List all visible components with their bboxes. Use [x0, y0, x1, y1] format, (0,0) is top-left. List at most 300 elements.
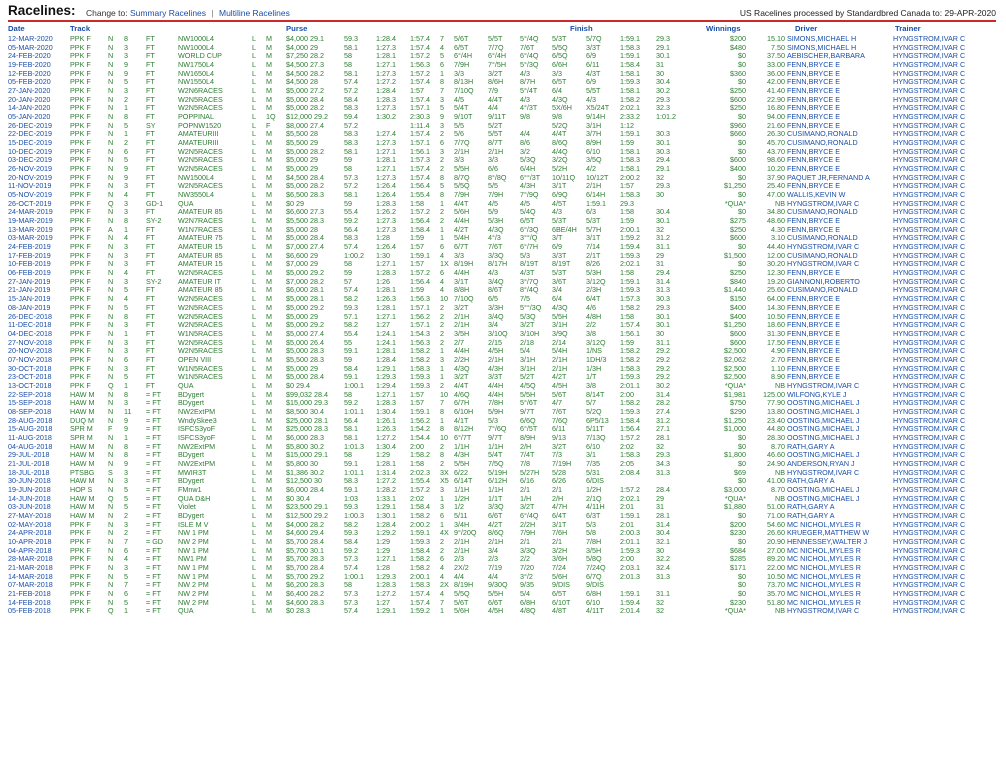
cell-driver[interactable]: HYNGSTROM,IVAR C [787, 259, 860, 269]
cell-driver[interactable]: OOSTING,MICHAEL J [787, 432, 860, 442]
cell-driver[interactable]: OOSTING,MICHAEL J [787, 415, 860, 425]
cell-winnings: $2,500 [724, 363, 746, 373]
cell-trainer[interactable]: HYNGSTROM,IVAR C [893, 589, 966, 598]
cell-trainer[interactable]: HYNGSTROM,IVAR C [893, 60, 966, 70]
cell-driver[interactable]: HYNGSTROM,IVAR C [787, 242, 860, 252]
cell-date[interactable]: 13-OCT-2018 [8, 380, 52, 390]
cell-date[interactable]: 19-JUN-2018 [8, 484, 51, 494]
cell-call-1: 6°/7T [454, 432, 472, 442]
cell-date[interactable]: 27-NOV-2018 [8, 337, 52, 347]
cell-date[interactable]: 10-APR-2018 [8, 536, 52, 546]
cell-date[interactable]: 19-MAR-2019 [8, 216, 53, 226]
cell-date[interactable]: 26-DEC-2018 [8, 311, 52, 321]
cell-distance: M [266, 372, 272, 382]
cell-date[interactable]: 26-OCT-2019 [8, 198, 52, 208]
cell-trainer[interactable]: HYNGSTROM,IVAR C [893, 34, 966, 43]
cell-trainer[interactable]: HYNGSTROM,IVAR C [893, 77, 966, 87]
cell-trainer[interactable]: HYNGSTROM,IVAR C [893, 86, 966, 96]
cell-trainer[interactable]: HYNGSTROM,IVAR C [893, 112, 966, 122]
cell-finish: 10/12T [586, 172, 609, 182]
cell-driver[interactable]: WALLIS,KEVIN W [787, 190, 846, 200]
cell-trainer[interactable]: HYNGSTROM,IVAR C [893, 484, 966, 494]
cell-lasix: L [252, 372, 256, 382]
cell-date[interactable]: 03-JUN-2018 [8, 502, 51, 512]
cell-date[interactable]: 12-MAR-2020 [8, 34, 53, 43]
cell-driver[interactable]: HYNGSTROM,IVAR C [787, 467, 860, 477]
cell-trainer[interactable]: HYNGSTROM,IVAR C [893, 68, 966, 78]
cell-class: NW1500L4 [178, 172, 214, 182]
cell-driver[interactable]: MC NICHOL,MYLES R [787, 554, 861, 564]
cell-driver[interactable]: MC NICHOL,MYLES R [787, 519, 861, 529]
cell-call-2: 3/4Q [488, 276, 504, 286]
cell-call-1: 6/10H [454, 406, 474, 416]
cell-driver[interactable]: PAQUET JR,FERNAND A [787, 172, 870, 182]
cell-driver[interactable]: FENN,BRYCE E [787, 372, 840, 382]
cell-driver[interactable]: FENN,BRYCE E [787, 112, 840, 122]
cell-driver[interactable]: OOSTING,MICHAEL J [787, 493, 860, 503]
cell-finish: 1/T [586, 372, 597, 382]
cell-class: POPNW1520 [178, 120, 222, 130]
cell-driver[interactable]: RATH,GARY A [787, 502, 835, 512]
cell-driver[interactable]: FENN,BRYCE E [787, 311, 840, 321]
cell-date[interactable]: 27-MAY-2018 [8, 510, 52, 520]
cell-date[interactable]: 13-MAR-2019 [8, 224, 53, 234]
cell-date[interactable]: 24-FEB-2020 [8, 51, 51, 61]
cell-date[interactable]: 24-FEB-2019 [8, 242, 51, 252]
cell-date[interactable]: 30-JUN-2018 [8, 476, 51, 486]
cell-call-3: 7/6T [520, 42, 535, 52]
cell-driver[interactable]: RATH,GARY A [787, 441, 835, 451]
cell-race-no: 3 [124, 346, 128, 356]
cell-trainer[interactable]: HYNGSTROM,IVAR C [893, 155, 966, 165]
cell-date[interactable]: 11-NOV-2019 [8, 181, 52, 191]
cell-last-quarter: 30.3 [656, 294, 670, 304]
cell-date[interactable]: 20-NOV-2019 [8, 172, 52, 182]
cell-driver[interactable]: MC NICHOL,MYLES R [787, 571, 861, 581]
cell-lasix: L [252, 424, 256, 434]
cell-date[interactable]: 05-FEB-2018 [8, 606, 51, 616]
cell-date[interactable]: 08-SEP-2018 [8, 406, 52, 416]
cell-driver[interactable]: FENN,BRYCE E [787, 77, 840, 87]
page-title: Racelines: [8, 3, 76, 18]
cell-distance: M [266, 207, 272, 217]
cell-call-3: 5/27H [520, 467, 540, 477]
cell-purse-first-quarter: $5,000 29 [286, 363, 318, 373]
cell-trainer[interactable]: HYNGSTROM,IVAR C [893, 536, 966, 546]
cell-call-4: 6/4T [552, 510, 567, 520]
cell-driver[interactable]: FENN,BRYCE E [787, 216, 840, 226]
cell-class: W1N5RACES [178, 328, 223, 338]
cell-date[interactable]: 19-FEB-2020 [8, 60, 51, 70]
cell-date[interactable]: 12-FEB-2020 [8, 68, 51, 78]
cell-driver[interactable]: FENN,BRYCE E [787, 103, 840, 113]
cell-call-3: 6°°/3T [520, 172, 541, 182]
cell-driver[interactable]: FENN,BRYCE E [787, 86, 840, 96]
cell-trainer[interactable]: HYNGSTROM,IVAR C [893, 372, 966, 382]
cell-odds: 22.00 [767, 562, 785, 572]
cell-trainer[interactable]: HYNGSTROM,IVAR C [893, 181, 966, 191]
cell-date[interactable]: 21-JAN-2019 [8, 285, 51, 295]
cell-date[interactable]: 26-NOV-2019 [8, 164, 52, 174]
cell-call-1: 3/3 [454, 250, 464, 260]
cell-race-type: N [108, 450, 114, 460]
cell-driver[interactable]: MC NICHOL,MYLES R [787, 589, 861, 598]
cell-trainer[interactable]: HYNGSTROM,IVAR C [893, 519, 966, 529]
cell-date[interactable]: 05-FEB-2020 [8, 77, 51, 87]
cell-winnings: $1,440 [724, 285, 746, 295]
col-finish-header: Finish [570, 24, 593, 33]
cell-date[interactable]: 24-APR-2018 [8, 528, 52, 538]
cell-race-no: 6 [124, 146, 128, 156]
cell-call-3: 2/1 [520, 484, 530, 494]
cell-condition: FT [146, 363, 155, 373]
cell-call-1: 2/3 [454, 554, 464, 564]
cell-trainer[interactable]: HYNGSTROM,IVAR C [893, 120, 966, 130]
cell-trainer[interactable]: HYNGSTROM,IVAR C [893, 597, 966, 607]
cell-last-quarter: 29.2 [656, 372, 670, 382]
cell-trainer[interactable]: HYNGSTROM,IVAR C [893, 224, 966, 234]
cell-finish: 6/DIS [586, 476, 604, 486]
cell-trainer[interactable]: HYNGSTROM,IVAR C [893, 294, 966, 304]
cell-driver[interactable]: FENN,BRYCE E [787, 181, 840, 191]
cell-date[interactable]: 26-DEC-2019 [8, 120, 52, 130]
cell-trainer[interactable]: HYNGSTROM,IVAR C [893, 242, 966, 252]
cell-trainer[interactable]: HYNGSTROM,IVAR C [893, 606, 966, 616]
cell-date[interactable]: 07-MAR-2018 [8, 580, 53, 590]
cell-date[interactable]: 11-DEC-2018 [8, 320, 52, 330]
cell-trainer[interactable]: HYNGSTROM,IVAR C [893, 320, 966, 330]
cell-time: 29.3 [620, 198, 634, 208]
cell-driver[interactable]: WILFONG,KYLE J [787, 389, 847, 399]
cell-driver[interactable]: FENN,BRYCE E [787, 68, 840, 78]
cell-date[interactable]: 23-OCT-2018 [8, 372, 52, 382]
cell-driver[interactable]: FENN,BRYCE E [787, 60, 840, 70]
cell-purse-first-quarter: $0 28.3 [286, 606, 310, 616]
cell-driver[interactable]: AEBISCHER,BARBARA [787, 51, 865, 61]
cell-driver[interactable]: FENN,BRYCE E [787, 146, 840, 156]
cell-odds: 20.90 [767, 536, 785, 546]
cell-date[interactable]: 05-MAR-2020 [8, 42, 53, 52]
cell-call-4: 2/H [552, 493, 564, 503]
cell-time: 2:01 [620, 502, 634, 512]
cell-call-2: 5/19H [488, 467, 508, 477]
cell-date[interactable]: 28-MAR-2018 [8, 554, 53, 564]
cell-trainer[interactable]: HYNGSTROM,IVAR C [893, 424, 966, 434]
cell-driver[interactable]: CUSIMANO,RONALD [787, 250, 858, 260]
cell-odds: 13.80 [767, 406, 785, 416]
cell-trainer[interactable]: HYNGSTROM,IVAR C [893, 467, 966, 477]
cell-finish: 3/8 [586, 380, 596, 390]
cell-driver[interactable]: HYNGSTROM,IVAR C [787, 606, 860, 616]
cell-date[interactable]: 15-JAN-2019 [8, 294, 51, 304]
cell-date[interactable]: 10-FEB-2019 [8, 259, 51, 269]
cell-call-3: 8/6 [520, 138, 530, 148]
cell-date[interactable]: 04-APR-2018 [8, 545, 52, 555]
cell-date[interactable]: 24-MAR-2019 [8, 207, 53, 217]
cell-driver[interactable]: OOSTING,MICHAEL J [787, 450, 860, 460]
cell-date[interactable]: 04-AUG-2018 [8, 441, 53, 451]
cell-call-3: 4/4 [520, 129, 530, 139]
cell-distance: M [266, 242, 272, 252]
cell-trainer[interactable]: HYNGSTROM,IVAR C [893, 268, 966, 278]
col-driver-header: Driver [795, 24, 818, 33]
cell-driver[interactable]: HENNESSEY,WALTER J [787, 536, 868, 546]
cell-class: BDygert [178, 450, 204, 460]
cell-date[interactable]: 14-FEB-2018 [8, 597, 51, 607]
cell-purse-first-quarter: $25,000 28.3 [286, 424, 328, 434]
cell-date[interactable]: 27-JAN-2020 [8, 86, 51, 96]
cell-date[interactable]: 04-DEC-2018 [8, 328, 52, 338]
cell-three-quarter: 1:28.4 [376, 34, 396, 43]
cell-race-type: N [108, 34, 114, 43]
cell-trainer[interactable]: HYNGSTROM,IVAR C [893, 580, 966, 590]
cell-driver[interactable]: OOSTING,MICHAEL J [787, 406, 860, 416]
cell-race-no: 1 [124, 103, 128, 113]
cell-trainer[interactable]: HYNGSTROM,IVAR C [893, 138, 966, 148]
cell-trainer[interactable]: HYNGSTROM,IVAR C [893, 259, 966, 269]
cell-call-1: 2/1H [454, 320, 470, 330]
cell-date[interactable]: 03-MAR-2019 [8, 233, 53, 243]
cell-odds: 15.10 [767, 34, 785, 43]
cell-driver[interactable]: FENN,BRYCE E [787, 155, 840, 165]
cell-driver[interactable]: FENN,BRYCE E [787, 94, 840, 104]
cell-trainer[interactable]: HYNGSTROM,IVAR C [893, 363, 966, 373]
cell-final-time: 2:02.3 [410, 467, 430, 477]
cell-driver[interactable]: MC NICHOL,MYLES R [787, 580, 861, 590]
cell-date[interactable]: 18-JUL-2018 [8, 467, 50, 477]
cell-driver[interactable]: FENN,BRYCE E [787, 328, 840, 338]
cell-date[interactable]: 21-JUL-2018 [8, 458, 50, 468]
cell-race-no: 5 [124, 502, 128, 512]
cell-final-time: 1:57.4 [410, 129, 430, 139]
cell-driver[interactable]: FENN,BRYCE E [787, 346, 840, 356]
cell-call-1: 9°/20Q [454, 528, 477, 538]
cell-trainer[interactable]: HYNGSTROM,IVAR C [893, 476, 966, 486]
cell-trainer[interactable]: HYNGSTROM,IVAR C [893, 51, 966, 61]
cell-trainer[interactable]: HYNGSTROM,IVAR C [893, 94, 966, 104]
cell-purse-first-quarter: $23,500 29.1 [286, 502, 328, 512]
cell-purse-first-quarter: $12,000 29.2 [286, 112, 328, 122]
cell-driver[interactable]: CUSIMANO,RONALD [787, 285, 858, 295]
cell-trainer[interactable]: HYNGSTROM,IVAR C [893, 172, 966, 182]
cell-date[interactable]: 10-DEC-2019 [8, 146, 52, 156]
cell-date[interactable]: 28-AUG-2018 [8, 415, 53, 425]
cell-trainer[interactable]: HYNGSTROM,IVAR C [893, 233, 966, 243]
cell-lasix: L [252, 250, 256, 260]
cell-lasix: L [252, 77, 256, 87]
cell-date[interactable]: 14-JAN-2020 [8, 103, 51, 113]
cell-trainer[interactable]: HYNGSTROM,IVAR C [893, 207, 966, 217]
multiline-racelines-link[interactable]: Multiline Racelines [219, 8, 290, 18]
cell-trainer[interactable]: HYNGSTROM,IVAR C [893, 545, 966, 555]
cell-call-2: 4/5H [488, 346, 504, 356]
cell-trainer[interactable]: HYNGSTROM,IVAR C [893, 510, 966, 520]
cell-driver[interactable]: FENN,BRYCE E [787, 337, 840, 347]
cell-time: 1:59.3 [620, 250, 640, 260]
cell-trainer[interactable]: HYNGSTROM,IVAR C [893, 450, 966, 460]
cell-date[interactable]: 15-DEC-2019 [8, 138, 52, 148]
cell-trainer[interactable]: HYNGSTROM,IVAR C [893, 562, 966, 572]
cell-date[interactable]: 20-JAN-2020 [8, 94, 51, 104]
cell-trainer[interactable]: HYNGSTROM,IVAR C [893, 216, 966, 226]
cell-trainer[interactable]: HYNGSTROM,IVAR C [893, 441, 966, 451]
cell-winnings: $69 [734, 467, 746, 477]
cell-race-no: 5 [124, 493, 128, 503]
cell-date[interactable]: 30-OCT-2018 [8, 363, 52, 373]
cell-date[interactable]: 15-SEP-2018 [8, 398, 52, 408]
cell-date[interactable]: 14-MAR-2018 [8, 571, 53, 581]
cell-driver[interactable]: OOSTING,MICHAEL J [787, 424, 860, 434]
cell-date[interactable]: 21-MAR-2018 [8, 562, 53, 572]
cell-trainer[interactable]: HYNGSTROM,IVAR C [893, 554, 966, 564]
cell-date[interactable]: 06-FEB-2019 [8, 268, 51, 278]
cell-call-1: 5/5H [454, 164, 470, 174]
cell-condition: FT [146, 354, 155, 364]
cell-driver[interactable]: FENN,BRYCE E [787, 302, 840, 312]
cell-race-type: N [108, 250, 114, 260]
cell-time: 1:59.3 [620, 406, 640, 416]
cell-trainer[interactable]: HYNGSTROM,IVAR C [893, 250, 966, 260]
cell-trainer[interactable]: HYNGSTROM,IVAR C [893, 346, 966, 356]
cell-driver[interactable]: MC NICHOL,MYLES R [787, 545, 861, 555]
cell-driver[interactable]: MC NICHOL,MYLES R [787, 562, 861, 572]
cell-date[interactable]: 02-MAY-2018 [8, 519, 52, 529]
cell-driver[interactable]: FENN,BRYCE E [787, 120, 840, 130]
cell-class: AMATEUR 85 [178, 285, 223, 295]
cell-three-quarter: 1:28.4 [376, 519, 396, 529]
cell-time: 1:58.3 [620, 190, 640, 200]
cell-date[interactable]: 05-JAN-2020 [8, 112, 51, 122]
cell-driver[interactable]: FENN,BRYCE E [787, 164, 840, 174]
cell-trainer[interactable]: HYNGSTROM,IVAR C [893, 328, 966, 338]
cell-driver[interactable]: CUSIMANO,RONALD [787, 233, 858, 243]
cell-call-4: 7/6T [552, 406, 567, 416]
cell-driver[interactable]: FENN,BRYCE E [787, 354, 840, 364]
cell-trainer[interactable]: HYNGSTROM,IVAR C [893, 129, 966, 139]
cell-condition: = FT [146, 398, 161, 408]
cell-trainer[interactable]: HYNGSTROM,IVAR C [893, 502, 966, 512]
cell-distance: M [266, 233, 272, 243]
cell-date[interactable]: 08-JAN-2019 [8, 302, 51, 312]
cell-date[interactable]: 22-SEP-2018 [8, 389, 52, 399]
cell-driver[interactable]: SIMONS,MICHAEL H [787, 34, 857, 43]
cell-purse-first-quarter: $6,200 28.3 [286, 580, 324, 590]
cell-driver[interactable]: FENN,BRYCE E [787, 320, 840, 330]
cell-trainer[interactable]: HYNGSTROM,IVAR C [893, 276, 966, 286]
cell-trainer[interactable]: HYNGSTROM,IVAR C [893, 571, 966, 581]
cell-last-quarter: 28.4 [656, 484, 670, 494]
cell-call-2: 8/17H [488, 259, 508, 269]
cell-race-no: 1 [124, 606, 128, 616]
cell-driver[interactable]: FENN,BRYCE E [787, 294, 840, 304]
cell-driver[interactable]: FENN,BRYCE E [787, 224, 840, 234]
cell-date[interactable]: 22-DEC-2019 [8, 129, 52, 139]
cell-track: PPK F [70, 242, 91, 252]
cell-odds: 3.10 [771, 233, 785, 243]
cell-trainer[interactable]: HYNGSTROM,IVAR C [893, 528, 966, 538]
cell-driver[interactable]: HYNGSTROM,IVAR C [787, 198, 860, 208]
cell-trainer[interactable]: HYNGSTROM,IVAR C [893, 354, 966, 364]
cell-trainer[interactable]: HYNGSTROM,IVAR C [893, 190, 966, 200]
cell-driver[interactable]: CUSIMANO,RONALD [787, 138, 858, 148]
cell-driver[interactable]: CUSIMANO,RONALD [787, 129, 858, 139]
cell-distance: M [266, 346, 272, 356]
cell-trainer[interactable]: HYNGSTROM,IVAR C [893, 389, 966, 399]
cell-date[interactable]: 17-FEB-2019 [8, 250, 51, 260]
cell-date[interactable]: 07-NOV-2018 [8, 354, 52, 364]
cell-trainer[interactable]: HYNGSTROM,IVAR C [893, 164, 966, 174]
cell-driver[interactable]: RATH,GARY A [787, 476, 835, 486]
cell-driver[interactable]: MC NICHOL,MYLES R [787, 597, 861, 607]
cell-half: 56.4 [344, 415, 358, 425]
cell-last-quarter: 29.2 [656, 354, 670, 364]
cell-call-2: 7/7Q [488, 42, 504, 52]
cell-call-3: 5/2T [520, 372, 535, 382]
cell-trainer[interactable]: HYNGSTROM,IVAR C [893, 406, 966, 416]
cell-trainer[interactable]: HYNGSTROM,IVAR C [893, 285, 966, 295]
cell-trainer[interactable]: HYNGSTROM,IVAR C [893, 337, 966, 347]
cell-date[interactable]: 21-FEB-2018 [8, 589, 51, 598]
cell-trainer[interactable]: HYNGSTROM,IVAR C [893, 458, 966, 468]
cell-date[interactable]: 05-NOV-2019 [8, 190, 52, 200]
cell-trainer[interactable]: HYNGSTROM,IVAR C [893, 302, 966, 312]
cell-class: NW1000L4 [178, 34, 214, 43]
cell-driver[interactable]: RATH,GARY A [787, 510, 835, 520]
cell-driver[interactable]: FENN,BRYCE E [787, 268, 840, 278]
cell-trainer[interactable]: HYNGSTROM,IVAR C [893, 146, 966, 156]
cell-odds: 28.30 [767, 432, 785, 442]
cell-trainer[interactable]: HYNGSTROM,IVAR C [893, 432, 966, 442]
cell-call-4: 6/10T [552, 597, 571, 607]
cell-date[interactable]: 20-NOV-2018 [8, 346, 52, 356]
cell-race-type: N [108, 181, 114, 191]
cell-class: W2N5RACES [178, 268, 223, 278]
cell-call-1: 4/5 [454, 94, 464, 104]
summary-racelines-link[interactable]: Summary Racelines [129, 8, 207, 18]
cell-trainer[interactable]: HYNGSTROM,IVAR C [893, 415, 966, 425]
cell-trainer[interactable]: HYNGSTROM,IVAR C [893, 103, 966, 113]
cell-trainer[interactable]: HYNGSTROM,IVAR C [893, 311, 966, 321]
cell-driver[interactable]: OOSTING,MICHAEL J [787, 398, 860, 408]
cell-half: 58.3 [344, 233, 358, 243]
cell-date[interactable]: 03-DEC-2019 [8, 155, 52, 165]
cell-date[interactable]: 27-JAN-2019 [8, 276, 51, 286]
cell-trainer[interactable]: HYNGSTROM,IVAR C [893, 198, 966, 208]
cell-driver[interactable]: HYNGSTROM,IVAR C [787, 380, 860, 390]
cell-time: 1:59.3 [620, 77, 640, 87]
cell-driver[interactable]: KRUEGER,MATTHEW W [787, 528, 870, 538]
cell-trainer[interactable]: HYNGSTROM,IVAR C [893, 398, 966, 408]
cell-date[interactable]: 29-JUL-2018 [8, 450, 50, 460]
cell-driver[interactable]: CUSIMANO,RONALD [787, 207, 858, 217]
cell-race-type: Q [108, 606, 114, 616]
cell-odds: 16.80 [767, 103, 785, 113]
cell-driver[interactable]: GIANNONI,ROBERTO [787, 276, 860, 286]
cell-date[interactable]: 15-AUG-2018 [8, 424, 53, 434]
cell-trainer[interactable]: HYNGSTROM,IVAR C [893, 493, 966, 503]
cell-race-type: N [108, 233, 114, 243]
cell-driver[interactable]: FENN,BRYCE E [787, 363, 840, 373]
cell-three-quarter: 1:28 [376, 562, 390, 572]
cell-driver[interactable]: SIMONS,MICHAEL H [787, 42, 857, 52]
cell-trainer[interactable]: HYNGSTROM,IVAR C [893, 42, 966, 52]
cell-driver[interactable]: ANDERSON,RYAN J [787, 458, 855, 468]
cell-trainer[interactable]: HYNGSTROM,IVAR C [893, 380, 966, 390]
cell-driver[interactable]: OOSTING,MICHAEL J [787, 484, 860, 494]
cell-date[interactable]: 14-JUN-2018 [8, 493, 51, 503]
cell-finish: 8/14T [586, 389, 605, 399]
cell-date[interactable]: 11-AUG-2018 [8, 432, 52, 442]
